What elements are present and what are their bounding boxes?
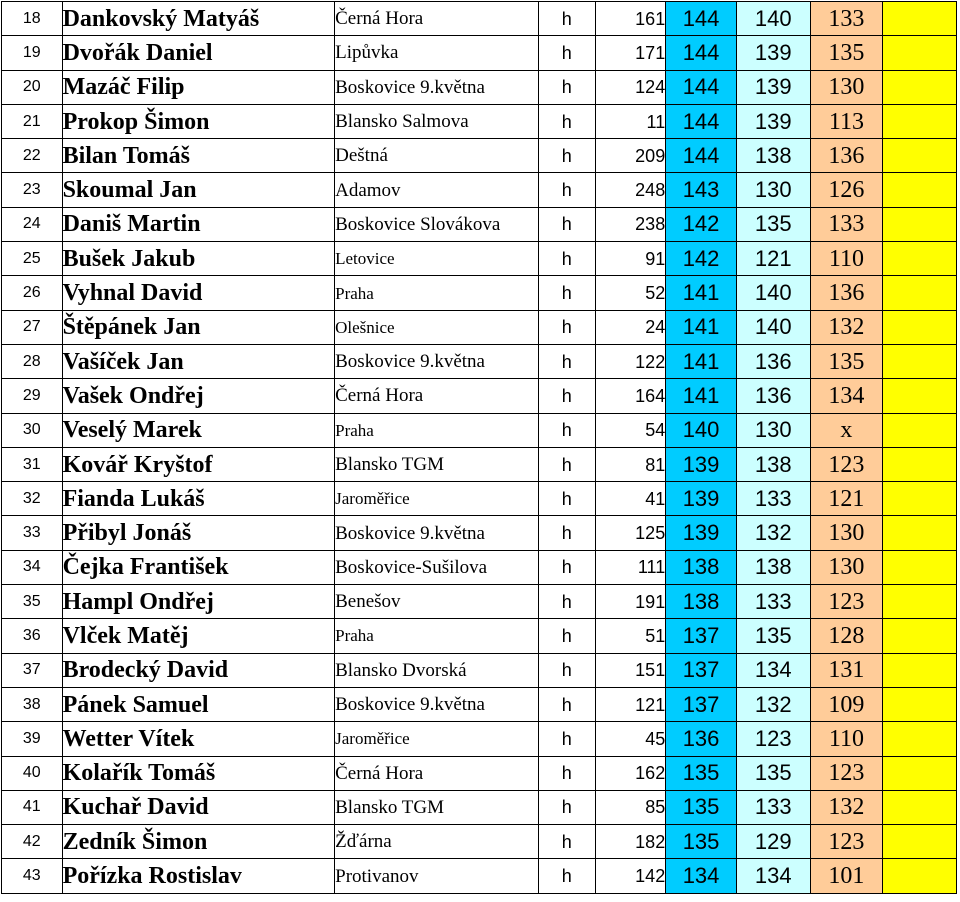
score-3-cell: 133 bbox=[810, 207, 883, 241]
score-2-cell: 132 bbox=[736, 516, 810, 550]
score-1-cell: 135 bbox=[666, 756, 737, 790]
score-1-cell: 144 bbox=[666, 36, 737, 70]
town-cell: Adamov bbox=[335, 173, 539, 207]
start-number-cell: 85 bbox=[595, 790, 666, 824]
highlight-cell bbox=[883, 36, 957, 70]
town-cell: Boskovice 9.května bbox=[335, 344, 539, 378]
category-cell: h bbox=[539, 70, 596, 104]
score-2-cell: 132 bbox=[736, 687, 810, 721]
score-2-cell: 133 bbox=[736, 585, 810, 619]
start-number-cell: 125 bbox=[595, 516, 666, 550]
name-cell: Vlček Matěj bbox=[62, 619, 335, 653]
category-cell: h bbox=[539, 36, 596, 70]
name-cell: Vašek Ondřej bbox=[62, 379, 335, 413]
town-cell: Boskovice-Sušilova bbox=[335, 550, 539, 584]
table-row bbox=[2, 310, 957, 344]
start-number-cell: 121 bbox=[595, 687, 666, 721]
town-cell: Boskovice 9.května bbox=[335, 70, 539, 104]
score-1-cell: 144 bbox=[666, 139, 737, 173]
score-3-cell: x bbox=[810, 413, 883, 447]
score-2-cell: 133 bbox=[736, 482, 810, 516]
town-cell: Černá Hora bbox=[335, 756, 539, 790]
score-3-cell: 128 bbox=[810, 619, 883, 653]
score-3-cell: 101 bbox=[810, 859, 883, 893]
town-cell: Blansko Salmova bbox=[335, 104, 539, 138]
score-2-cell: 138 bbox=[736, 447, 810, 481]
start-number-cell: 248 bbox=[595, 173, 666, 207]
score-3-cell: 130 bbox=[810, 550, 883, 584]
town-cell: Letovice bbox=[335, 242, 539, 276]
score-3-cell: 136 bbox=[810, 139, 883, 173]
town-cell: Černá Hora bbox=[335, 2, 539, 36]
highlight-cell bbox=[883, 2, 957, 36]
name-cell: Skoumal Jan bbox=[62, 173, 335, 207]
category-cell: h bbox=[539, 413, 596, 447]
score-1-cell: 142 bbox=[666, 242, 737, 276]
name-cell: Brodecký David bbox=[62, 653, 335, 687]
rank-cell: 27 bbox=[2, 310, 63, 344]
name-cell: Bilan Tomáš bbox=[62, 139, 335, 173]
highlight-cell bbox=[883, 379, 957, 413]
town-cell: Černá Hora bbox=[335, 379, 539, 413]
category-cell: h bbox=[539, 139, 596, 173]
start-number-cell: 162 bbox=[595, 756, 666, 790]
town-cell: Blansko TGM bbox=[335, 790, 539, 824]
name-cell: Pořízka Rostislav bbox=[62, 859, 335, 893]
rank-cell: 30 bbox=[2, 413, 63, 447]
score-2-cell: 135 bbox=[736, 207, 810, 241]
table-row bbox=[2, 413, 957, 447]
town-cell: Jaroměřice bbox=[335, 482, 539, 516]
start-number-cell: 45 bbox=[595, 722, 666, 756]
rank-cell: 32 bbox=[2, 482, 63, 516]
town-cell: Boskovice 9.května bbox=[335, 516, 539, 550]
rank-cell: 37 bbox=[2, 653, 63, 687]
rank-cell: 23 bbox=[2, 173, 63, 207]
score-1-cell: 135 bbox=[666, 825, 737, 859]
start-number-cell: 161 bbox=[595, 2, 666, 36]
table-row bbox=[2, 70, 957, 104]
rank-cell: 42 bbox=[2, 825, 63, 859]
category-cell: h bbox=[539, 482, 596, 516]
score-2-cell: 135 bbox=[736, 619, 810, 653]
score-1-cell: 137 bbox=[666, 687, 737, 721]
score-3-cell: 132 bbox=[810, 310, 883, 344]
highlight-cell bbox=[883, 790, 957, 824]
highlight-cell bbox=[883, 413, 957, 447]
start-number-cell: 52 bbox=[595, 276, 666, 310]
score-2-cell: 139 bbox=[736, 104, 810, 138]
start-number-cell: 238 bbox=[595, 207, 666, 241]
highlight-cell bbox=[883, 276, 957, 310]
category-cell: h bbox=[539, 276, 596, 310]
rank-cell: 33 bbox=[2, 516, 63, 550]
rank-cell: 19 bbox=[2, 36, 63, 70]
score-2-cell: 136 bbox=[736, 344, 810, 378]
score-3-cell: 109 bbox=[810, 687, 883, 721]
category-cell: h bbox=[539, 756, 596, 790]
name-cell: Fianda Lukáš bbox=[62, 482, 335, 516]
rank-cell: 36 bbox=[2, 619, 63, 653]
score-2-cell: 121 bbox=[736, 242, 810, 276]
category-cell: h bbox=[539, 825, 596, 859]
highlight-cell bbox=[883, 482, 957, 516]
table-row bbox=[2, 756, 957, 790]
score-1-cell: 137 bbox=[666, 619, 737, 653]
start-number-cell: 191 bbox=[595, 585, 666, 619]
score-2-cell: 138 bbox=[736, 139, 810, 173]
score-2-cell: 134 bbox=[736, 653, 810, 687]
start-number-cell: 209 bbox=[595, 139, 666, 173]
table-row bbox=[2, 344, 957, 378]
start-number-cell: 51 bbox=[595, 619, 666, 653]
score-2-cell: 139 bbox=[736, 36, 810, 70]
category-cell: h bbox=[539, 722, 596, 756]
name-cell: Wetter Vítek bbox=[62, 722, 335, 756]
name-cell: Pánek Samuel bbox=[62, 687, 335, 721]
score-1-cell: 141 bbox=[666, 310, 737, 344]
highlight-cell bbox=[883, 653, 957, 687]
score-1-cell: 134 bbox=[666, 859, 737, 893]
start-number-cell: 81 bbox=[595, 447, 666, 481]
score-3-cell: 132 bbox=[810, 790, 883, 824]
score-3-cell: 123 bbox=[810, 756, 883, 790]
rank-cell: 40 bbox=[2, 756, 63, 790]
category-cell: h bbox=[539, 344, 596, 378]
score-1-cell: 139 bbox=[666, 447, 737, 481]
rank-cell: 35 bbox=[2, 585, 63, 619]
rank-cell: 26 bbox=[2, 276, 63, 310]
name-cell: Vašíček Jan bbox=[62, 344, 335, 378]
score-1-cell: 144 bbox=[666, 70, 737, 104]
town-cell: Boskovice Slovákova bbox=[335, 207, 539, 241]
name-cell: Daniš Martin bbox=[62, 207, 335, 241]
table-row bbox=[2, 139, 957, 173]
score-1-cell: 137 bbox=[666, 653, 737, 687]
rank-cell: 20 bbox=[2, 70, 63, 104]
highlight-cell bbox=[883, 619, 957, 653]
table-row bbox=[2, 447, 957, 481]
table-row bbox=[2, 653, 957, 687]
score-2-cell: 134 bbox=[736, 859, 810, 893]
town-cell: Protivanov bbox=[335, 859, 539, 893]
results-table bbox=[1, 1, 957, 894]
rank-cell: 25 bbox=[2, 242, 63, 276]
category-cell: h bbox=[539, 653, 596, 687]
category-cell: h bbox=[539, 790, 596, 824]
rank-cell: 43 bbox=[2, 859, 63, 893]
highlight-cell bbox=[883, 344, 957, 378]
score-3-cell: 135 bbox=[810, 36, 883, 70]
category-cell: h bbox=[539, 516, 596, 550]
highlight-cell bbox=[883, 585, 957, 619]
town-cell: Benešov bbox=[335, 585, 539, 619]
table-row bbox=[2, 790, 957, 824]
table-row bbox=[2, 173, 957, 207]
category-cell: h bbox=[539, 859, 596, 893]
name-cell: Čejka František bbox=[62, 550, 335, 584]
category-cell: h bbox=[539, 173, 596, 207]
score-2-cell: 140 bbox=[736, 276, 810, 310]
town-cell: Blansko Dvorská bbox=[335, 653, 539, 687]
score-2-cell: 130 bbox=[736, 413, 810, 447]
rank-cell: 34 bbox=[2, 550, 63, 584]
start-number-cell: 151 bbox=[595, 653, 666, 687]
name-cell: Mazáč Filip bbox=[62, 70, 335, 104]
name-cell: Přibyl Jonáš bbox=[62, 516, 335, 550]
town-cell: Boskovice 9.května bbox=[335, 687, 539, 721]
score-3-cell: 123 bbox=[810, 825, 883, 859]
score-2-cell: 130 bbox=[736, 173, 810, 207]
start-number-cell: 91 bbox=[595, 242, 666, 276]
rank-cell: 29 bbox=[2, 379, 63, 413]
score-3-cell: 130 bbox=[810, 70, 883, 104]
name-cell: Vyhnal David bbox=[62, 276, 335, 310]
name-cell: Bušek Jakub bbox=[62, 242, 335, 276]
score-3-cell: 110 bbox=[810, 242, 883, 276]
table-row bbox=[2, 859, 957, 893]
table-row bbox=[2, 242, 957, 276]
score-3-cell: 121 bbox=[810, 482, 883, 516]
name-cell: Hampl Ondřej bbox=[62, 585, 335, 619]
start-number-cell: 171 bbox=[595, 36, 666, 70]
score-2-cell: 123 bbox=[736, 722, 810, 756]
name-cell: Dankovský Matyáš bbox=[62, 2, 335, 36]
highlight-cell bbox=[883, 825, 957, 859]
town-cell: Blansko TGM bbox=[335, 447, 539, 481]
rank-cell: 38 bbox=[2, 687, 63, 721]
score-1-cell: 135 bbox=[666, 790, 737, 824]
start-number-cell: 182 bbox=[595, 825, 666, 859]
start-number-cell: 142 bbox=[595, 859, 666, 893]
rank-cell: 31 bbox=[2, 447, 63, 481]
town-cell: Lipůvka bbox=[335, 36, 539, 70]
rank-cell: 18 bbox=[2, 2, 63, 36]
table-row bbox=[2, 687, 957, 721]
score-1-cell: 138 bbox=[666, 550, 737, 584]
town-cell: Jaroměřice bbox=[335, 722, 539, 756]
score-1-cell: 143 bbox=[666, 173, 737, 207]
highlight-cell bbox=[883, 207, 957, 241]
score-1-cell: 144 bbox=[666, 2, 737, 36]
town-cell: Žďárna bbox=[335, 825, 539, 859]
score-3-cell: 130 bbox=[810, 516, 883, 550]
score-1-cell: 136 bbox=[666, 722, 737, 756]
score-2-cell: 140 bbox=[736, 310, 810, 344]
highlight-cell bbox=[883, 687, 957, 721]
town-cell: Praha bbox=[335, 413, 539, 447]
highlight-cell bbox=[883, 516, 957, 550]
table-row bbox=[2, 104, 957, 138]
table-row bbox=[2, 825, 957, 859]
table-row bbox=[2, 482, 957, 516]
name-cell: Veselý Marek bbox=[62, 413, 335, 447]
score-3-cell: 133 bbox=[810, 2, 883, 36]
name-cell: Dvořák Daniel bbox=[62, 36, 335, 70]
highlight-cell bbox=[883, 104, 957, 138]
score-3-cell: 126 bbox=[810, 173, 883, 207]
table-row bbox=[2, 516, 957, 550]
start-number-cell: 122 bbox=[595, 344, 666, 378]
town-cell: Praha bbox=[335, 619, 539, 653]
score-1-cell: 139 bbox=[666, 516, 737, 550]
rank-cell: 41 bbox=[2, 790, 63, 824]
category-cell: h bbox=[539, 687, 596, 721]
category-cell: h bbox=[539, 2, 596, 36]
table-row bbox=[2, 379, 957, 413]
rank-cell: 24 bbox=[2, 207, 63, 241]
category-cell: h bbox=[539, 447, 596, 481]
score-1-cell: 142 bbox=[666, 207, 737, 241]
rank-cell: 28 bbox=[2, 344, 63, 378]
table-row bbox=[2, 207, 957, 241]
score-1-cell: 138 bbox=[666, 585, 737, 619]
score-1-cell: 141 bbox=[666, 379, 737, 413]
score-3-cell: 131 bbox=[810, 653, 883, 687]
score-1-cell: 139 bbox=[666, 482, 737, 516]
table-row bbox=[2, 585, 957, 619]
score-1-cell: 141 bbox=[666, 276, 737, 310]
score-2-cell: 129 bbox=[736, 825, 810, 859]
results-table-body bbox=[2, 2, 957, 894]
score-3-cell: 113 bbox=[810, 104, 883, 138]
rank-cell: 39 bbox=[2, 722, 63, 756]
category-cell: h bbox=[539, 242, 596, 276]
category-cell: h bbox=[539, 207, 596, 241]
start-number-cell: 164 bbox=[595, 379, 666, 413]
category-cell: h bbox=[539, 310, 596, 344]
score-3-cell: 136 bbox=[810, 276, 883, 310]
table-row bbox=[2, 2, 957, 36]
score-2-cell: 133 bbox=[736, 790, 810, 824]
name-cell: Kolařík Tomáš bbox=[62, 756, 335, 790]
highlight-cell bbox=[883, 447, 957, 481]
highlight-cell bbox=[883, 173, 957, 207]
start-number-cell: 11 bbox=[595, 104, 666, 138]
score-3-cell: 134 bbox=[810, 379, 883, 413]
score-3-cell: 123 bbox=[810, 585, 883, 619]
highlight-cell bbox=[883, 722, 957, 756]
name-cell: Kuchař David bbox=[62, 790, 335, 824]
table-row bbox=[2, 619, 957, 653]
start-number-cell: 124 bbox=[595, 70, 666, 104]
category-cell: h bbox=[539, 619, 596, 653]
score-3-cell: 110 bbox=[810, 722, 883, 756]
score-1-cell: 140 bbox=[666, 413, 737, 447]
score-2-cell: 138 bbox=[736, 550, 810, 584]
score-2-cell: 136 bbox=[736, 379, 810, 413]
score-2-cell: 135 bbox=[736, 756, 810, 790]
name-cell: Kovář Kryštof bbox=[62, 447, 335, 481]
highlight-cell bbox=[883, 242, 957, 276]
highlight-cell bbox=[883, 756, 957, 790]
name-cell: Zedník Šimon bbox=[62, 825, 335, 859]
town-cell: Praha bbox=[335, 276, 539, 310]
start-number-cell: 24 bbox=[595, 310, 666, 344]
start-number-cell: 54 bbox=[595, 413, 666, 447]
name-cell: Prokop Šimon bbox=[62, 104, 335, 138]
score-1-cell: 144 bbox=[666, 104, 737, 138]
score-2-cell: 139 bbox=[736, 70, 810, 104]
rank-cell: 21 bbox=[2, 104, 63, 138]
start-number-cell: 41 bbox=[595, 482, 666, 516]
table-row bbox=[2, 276, 957, 310]
start-number-cell: 111 bbox=[595, 550, 666, 584]
category-cell: h bbox=[539, 550, 596, 584]
score-1-cell: 141 bbox=[666, 344, 737, 378]
rank-cell: 22 bbox=[2, 139, 63, 173]
table-row bbox=[2, 722, 957, 756]
highlight-cell bbox=[883, 139, 957, 173]
category-cell: h bbox=[539, 104, 596, 138]
highlight-cell bbox=[883, 859, 957, 893]
table-row bbox=[2, 550, 957, 584]
town-cell: Deštná bbox=[335, 139, 539, 173]
score-2-cell: 140 bbox=[736, 2, 810, 36]
highlight-cell bbox=[883, 70, 957, 104]
category-cell: h bbox=[539, 585, 596, 619]
name-cell: Štěpánek Jan bbox=[62, 310, 335, 344]
score-3-cell: 123 bbox=[810, 447, 883, 481]
highlight-cell bbox=[883, 310, 957, 344]
highlight-cell bbox=[883, 550, 957, 584]
table-row bbox=[2, 36, 957, 70]
score-3-cell: 135 bbox=[810, 344, 883, 378]
town-cell: Olešnice bbox=[335, 310, 539, 344]
category-cell: h bbox=[539, 379, 596, 413]
